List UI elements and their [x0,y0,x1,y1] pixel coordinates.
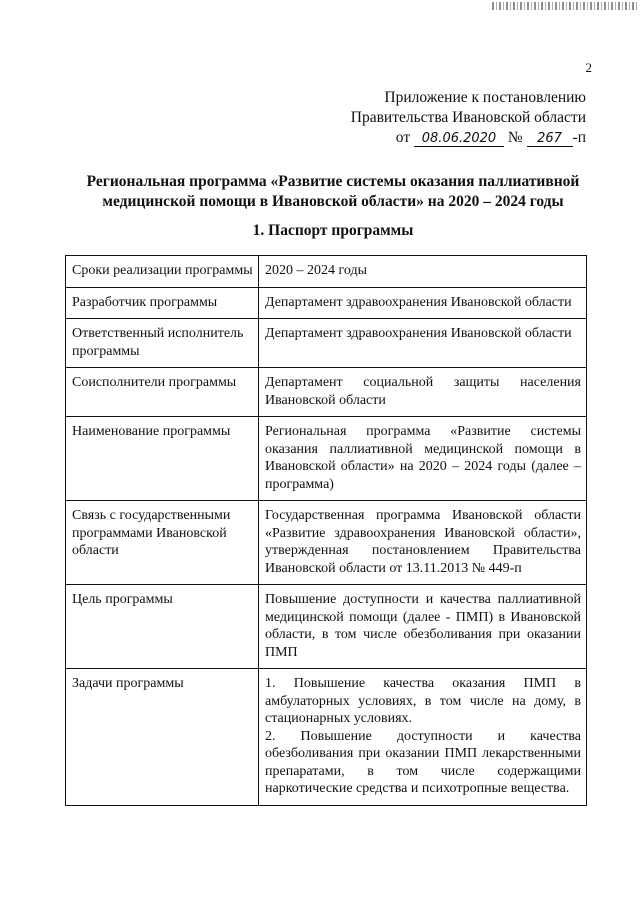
row-label: Разработчик программы [66,287,259,319]
table-row [66,669,587,806]
passport-table [65,255,587,806]
table-row [66,417,587,501]
handwritten-number: 267 [527,132,573,147]
row-label: Наименование программы [66,417,259,501]
row-value: 2020 – 2024 годы [259,256,587,288]
table-row [66,319,587,368]
table-row [66,585,587,669]
number-suffix: -п [572,129,586,146]
task-item: 1. Повышение качества оказания ПМП в амбулаторных условиях, в том числе на дому, в стационарных условиях. [265,676,581,726]
page-number: 2 [585,60,592,75]
row-label: Связь с государственными программами Ивановской области [66,501,259,585]
row-value: Повышение доступности и качества паллиативной медицинской помощи (далее - ПМП) в Ивановской области, в том числе обезболивания при оказании ПМП [259,585,587,669]
handwritten-date: 08.06.2020 [414,132,504,147]
table-row [66,501,587,585]
scan-header-mark [492,2,638,10]
row-label: Задачи программы [66,669,259,806]
appendix-line-2: Правительства Ивановской области [350,109,586,126]
from-label: от [395,129,411,146]
row-value: Департамент здравоохранения Ивановской области [259,319,587,368]
table-row [66,368,587,417]
task-item: 2. Повышение доступности и качества обезболивания при оказании ПМП лекарственными препаратами, в том числе содержащими наркотические средства и психотропные вещества. [265,728,581,796]
number-label: № [507,129,523,146]
row-value: Региональная программа «Развитие системы оказания паллиативной медицинской помощи в Ивановской области» на 2020 – 2024 годы (далее – программа) [259,417,587,501]
row-label: Сроки реализации программы [66,256,259,288]
row-value: Департамент здравоохранения Ивановской области [259,287,587,319]
program-title: Региональная программа «Развитие системы оказания паллиативной медицинской помощи в Ивановской области» на 2020 – 2024 годы [86,173,580,210]
row-value: Департамент социальной защиты населения Ивановской области [259,368,587,417]
appendix-header [320,88,586,148]
row-label: Цель программы [66,585,259,669]
table-row [66,287,587,319]
row-value [259,669,587,806]
section-title: 1. Паспорт программы [252,222,414,239]
row-label: Ответственный исполнитель программы [66,319,259,368]
appendix-date-line [320,128,586,148]
row-label: Соисполнители программы [66,368,259,417]
appendix-line-1: Приложение к постановлению [384,89,586,106]
table-row [66,256,587,288]
row-value: Государственная программа Ивановской области «Развитие здравоохранения Ивановской области», утвержденная постановлением Правительства Ивановской области от 13.11.2013 № 449-п [259,501,587,585]
